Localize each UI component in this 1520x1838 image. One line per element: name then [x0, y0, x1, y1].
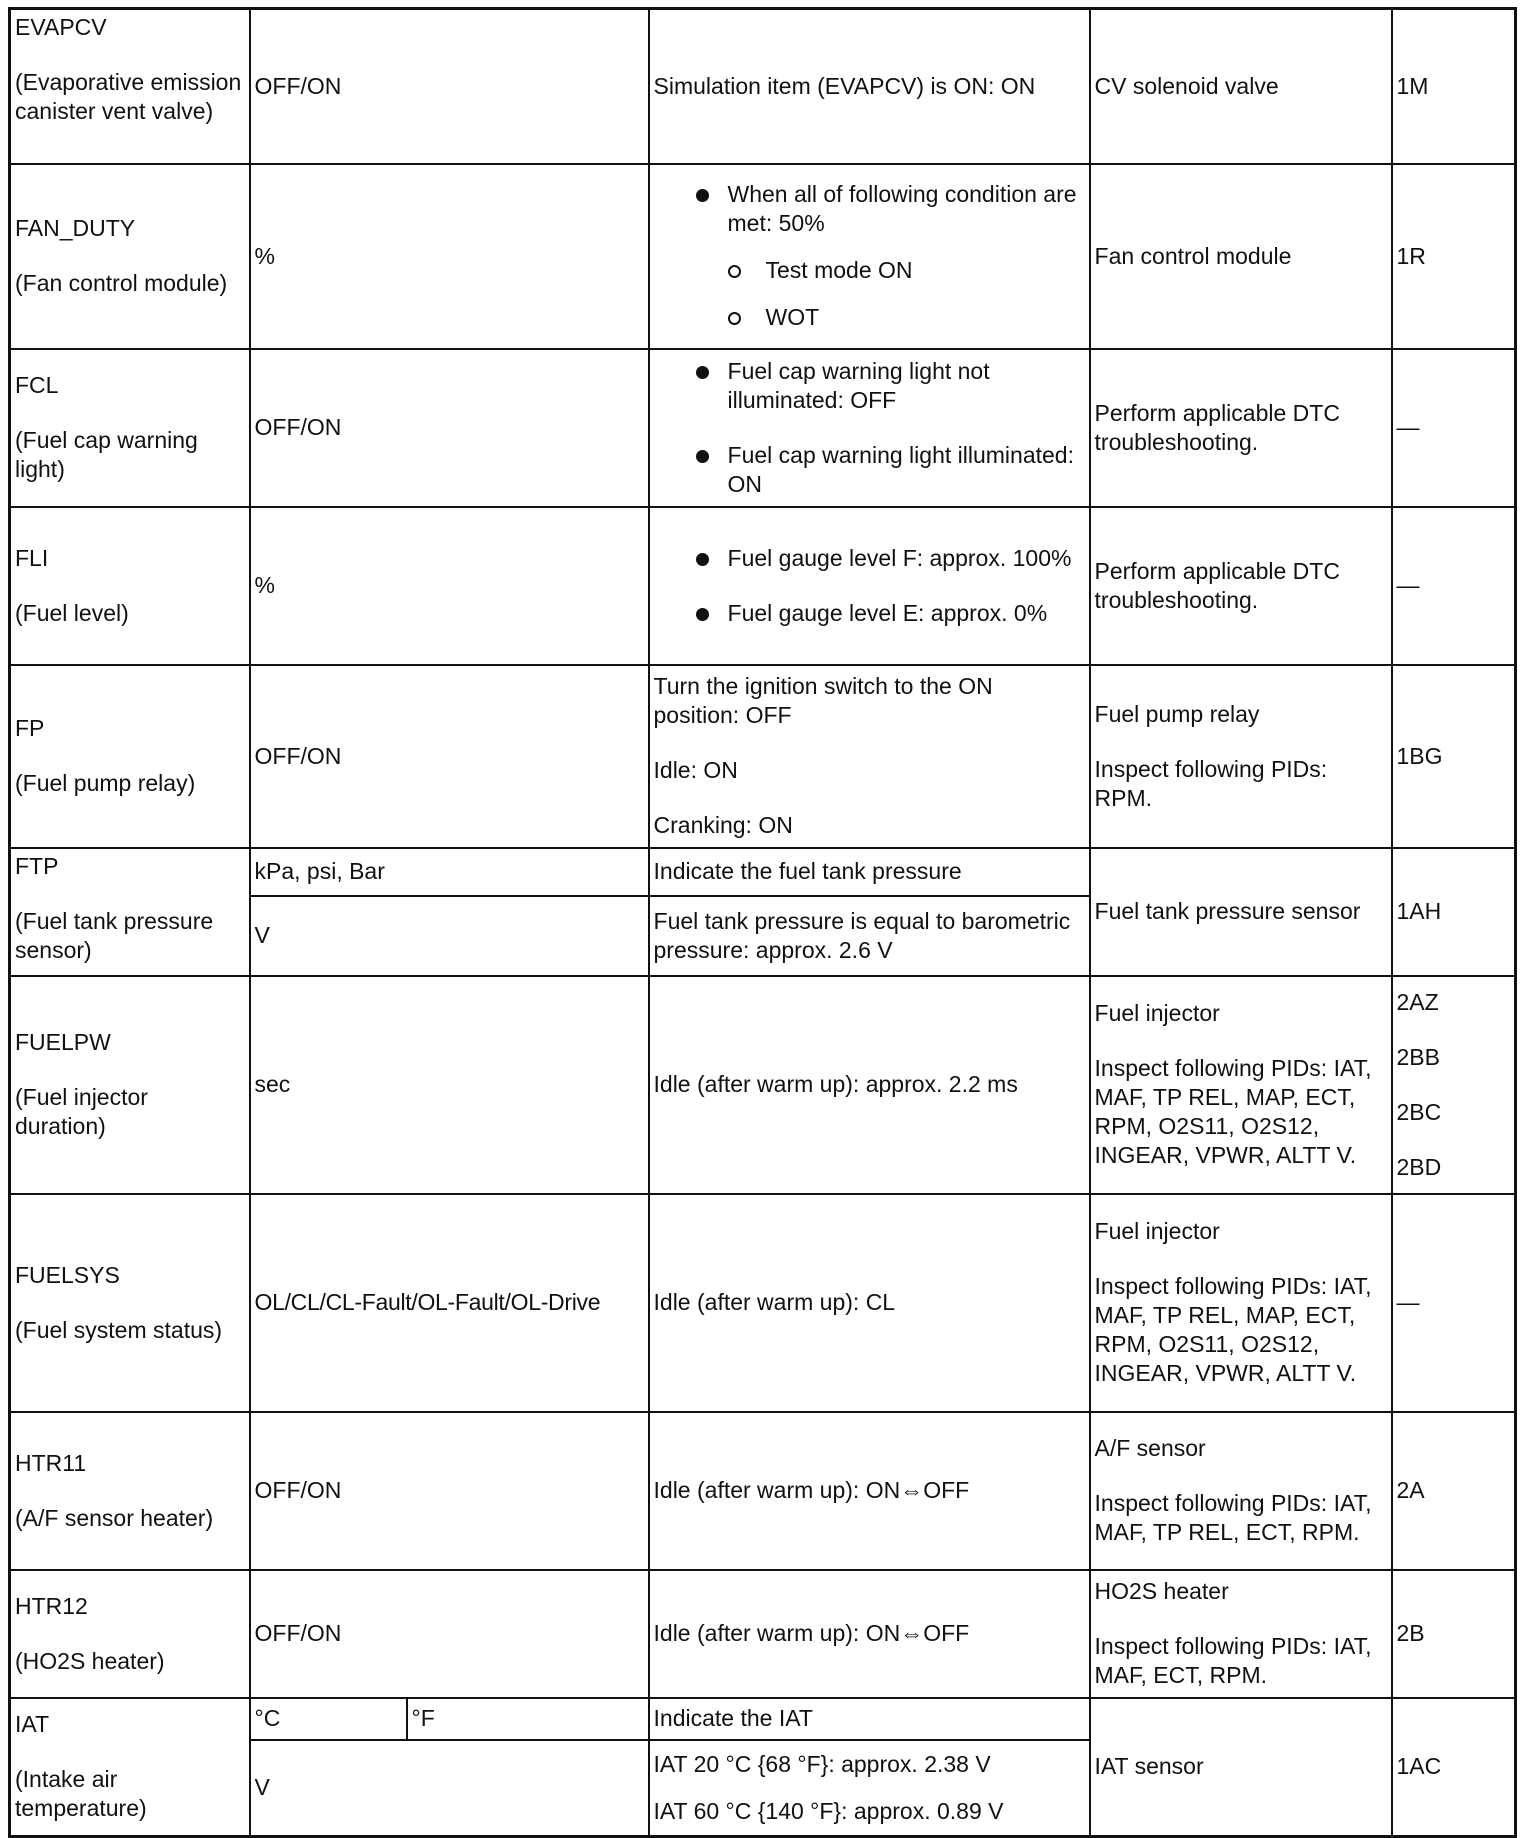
condition-cell: Idle (after warm up): ON⇔OFF — [649, 1570, 1090, 1698]
table-row — [10, 1412, 1516, 1570]
condition-cell: Idle (after warm up): CL — [649, 1194, 1090, 1412]
pid-description: (Fuel system status) — [15, 1316, 223, 1343]
unit-cell: OFF/ON — [250, 665, 649, 848]
terminal-cell: 1BG — [1392, 665, 1516, 848]
action-cell: Perform applicable DTC troubleshooting. — [1090, 349, 1392, 507]
condition-cell: Indicate the IAT — [649, 1698, 1090, 1740]
condition-cell: Idle (after warm up): ON⇔OFF — [649, 1412, 1090, 1570]
terminal-cell: — — [1392, 507, 1516, 665]
action-cell: CV solenoid valve — [1090, 9, 1392, 164]
condition-cell — [649, 164, 1090, 349]
unit-cell: kPa, psi, Bar — [250, 848, 649, 896]
sub-condition-list — [728, 256, 1085, 332]
pid-name: FAN_DUTY — [15, 215, 136, 241]
table-row — [10, 1570, 1516, 1698]
action-cell: Perform applicable DTC troubleshooting. — [1090, 507, 1392, 665]
action-title: Fuel pump relay — [1094, 700, 1260, 727]
action-cell — [1090, 1570, 1392, 1698]
pid-cell — [10, 9, 250, 164]
list-item: Fuel gauge level F: approx. 100% — [654, 544, 1085, 573]
table-row — [10, 1194, 1516, 1412]
condition-text: Turn the ignition switch to the ON position: OFF — [653, 673, 993, 728]
unit-cell: V — [250, 1740, 649, 1837]
action-inspect: Inspect following PIDs: IAT, MAF, ECT, RPM. — [1094, 1633, 1372, 1688]
unit-cell: V — [250, 896, 649, 976]
unit-cell: OFF/ON — [250, 1412, 649, 1570]
pid-name: FUELSYS — [15, 1261, 120, 1288]
pid-description: (Evaporative emission canister vent valve) — [15, 69, 242, 124]
condition-text: Idle: ON — [653, 757, 738, 783]
pid-description: (Fuel pump relay) — [15, 770, 196, 796]
condition-cell — [649, 665, 1090, 848]
unit-cell: °C — [250, 1698, 407, 1740]
table-row — [10, 164, 1516, 349]
terminal-code: 2BD — [1396, 1153, 1442, 1180]
condition-text: When all of following condition are met: 50% — [727, 181, 1077, 236]
condition-text: IAT 60 °C {140 °F}: approx. 0.89 V — [653, 1797, 1004, 1824]
terminal-cell: 2A — [1392, 1412, 1516, 1570]
condition-list — [654, 180, 1085, 332]
pid-cell — [10, 1412, 250, 1570]
unit-cell: % — [250, 507, 649, 665]
action-title: Fuel injector — [1094, 1000, 1220, 1026]
action-cell: Fuel tank pressure sensor — [1090, 848, 1392, 976]
table-row — [10, 1698, 1516, 1740]
list-item: Test mode ON — [728, 256, 1085, 285]
list-item: Fuel gauge level E: approx. 0% — [654, 599, 1085, 628]
terminal-cell: — — [1392, 1194, 1516, 1412]
pid-table — [8, 7, 1517, 1838]
action-title: HO2S heater — [1094, 1578, 1229, 1604]
action-inspect: Inspect following PIDs: IAT, MAF, TP REL, MAP, ECT, RPM, O2S11, O2S12, INGEAR, VPWR, ALTT V. — [1094, 1273, 1372, 1386]
terminal-cell: — — [1392, 349, 1516, 507]
pid-cell — [10, 848, 250, 976]
pid-description: (HO2S heater) — [15, 1647, 165, 1674]
terminal-cell: 2B — [1392, 1570, 1516, 1698]
pid-cell — [10, 164, 250, 349]
pid-name: FCL — [15, 372, 59, 398]
condition-text: IAT 20 °C {68 °F}: approx. 2.38 V — [653, 1750, 991, 1777]
table-row — [10, 848, 1516, 896]
list-item: Fuel cap warning light illuminated: ON — [654, 441, 1085, 499]
pid-description: (A/F sensor heater) — [15, 1504, 214, 1531]
pid-name: FTP — [15, 852, 59, 879]
terminal-cell: 1AC — [1392, 1698, 1516, 1837]
unit-cell: OL/CL/CL-Fault/OL-Fault/OL-Drive — [250, 1194, 649, 1412]
condition-cell: Idle (after warm up): approx. 2.2 ms — [649, 976, 1090, 1194]
table-row — [10, 976, 1516, 1194]
action-cell: Fan control module — [1090, 164, 1392, 349]
terminal-list — [1397, 988, 1511, 1182]
pid-description: (Fan control module) — [15, 270, 228, 296]
action-inspect: Inspect following PIDs: IAT, MAF, TP REL, ECT, RPM. — [1094, 1490, 1372, 1545]
pid-name: HTR11 — [15, 1449, 87, 1476]
condition-cell: Indicate the fuel tank pressure — [649, 848, 1090, 896]
condition-cell — [649, 507, 1090, 665]
pid-cell — [10, 665, 250, 848]
unit-cell: % — [250, 164, 649, 349]
action-cell — [1090, 976, 1392, 1194]
pid-cell — [10, 1570, 250, 1698]
pid-name: EVAPCV — [15, 14, 107, 40]
pid-name: FP — [15, 715, 45, 741]
unit-cell: OFF/ON — [250, 9, 649, 164]
pid-description: (Fuel tank pressure sensor) — [15, 907, 214, 963]
pid-cell — [10, 507, 250, 665]
list-item: Fuel cap warning light not illuminated: OFF — [654, 357, 1085, 415]
pid-cell — [10, 1698, 250, 1837]
table-row — [10, 665, 1516, 848]
unit-cell: sec — [250, 976, 649, 1194]
pid-name: FUELPW — [15, 1029, 111, 1055]
pid-cell — [10, 1194, 250, 1412]
condition-text: Cranking: ON — [653, 812, 793, 838]
unit-cell: °F — [407, 1698, 649, 1740]
pid-name: HTR12 — [15, 1592, 88, 1619]
list-item: WOT — [728, 303, 1085, 332]
action-cell: IAT sensor — [1090, 1698, 1392, 1837]
list-item — [654, 180, 1085, 332]
condition-cell — [649, 1740, 1090, 1837]
action-title: A/F sensor — [1094, 1435, 1206, 1461]
condition-list — [654, 357, 1085, 499]
terminal-cell: 1AH — [1392, 848, 1516, 976]
pid-name: FLI — [15, 544, 49, 571]
action-inspect: Inspect following PIDs: IAT, MAF, TP REL, MAP, ECT, RPM, O2S11, O2S12, INGEAR, VPWR, ALTT V. — [1094, 1055, 1372, 1168]
unit-cell: OFF/ON — [250, 349, 649, 507]
terminal-cell: 1M — [1392, 9, 1516, 164]
table-row — [10, 9, 1516, 164]
action-cell — [1090, 1412, 1392, 1570]
terminal-code: 2BC — [1396, 1098, 1442, 1125]
action-cell — [1090, 665, 1392, 848]
action-inspect: Inspect following PIDs: RPM. — [1094, 755, 1328, 811]
pid-name: IAT — [15, 1711, 50, 1738]
pid-description: (Intake air temperature) — [15, 1766, 147, 1822]
condition-cell: Simulation item (EVAPCV) is ON: ON — [649, 9, 1090, 164]
terminal-code: 2BB — [1396, 1043, 1440, 1070]
pid-cell — [10, 976, 250, 1194]
condition-cell: Fuel tank pressure is equal to barometric pressure: approx. 2.6 V — [649, 896, 1090, 976]
table-row — [10, 507, 1516, 665]
table-row — [10, 349, 1516, 507]
condition-list — [654, 544, 1085, 628]
condition-cell — [649, 349, 1090, 507]
action-cell — [1090, 1194, 1392, 1412]
terminal-code: 2AZ — [1396, 988, 1439, 1015]
action-title: Fuel injector — [1094, 1218, 1220, 1244]
terminal-cell: 1R — [1392, 164, 1516, 349]
pid-cell — [10, 349, 250, 507]
pid-description: (Fuel injector duration) — [15, 1084, 148, 1139]
pid-description: (Fuel cap warning light) — [15, 427, 198, 482]
pid-description: (Fuel level) — [15, 599, 129, 626]
terminal-cell — [1392, 976, 1516, 1194]
unit-cell: OFF/ON — [250, 1570, 649, 1698]
